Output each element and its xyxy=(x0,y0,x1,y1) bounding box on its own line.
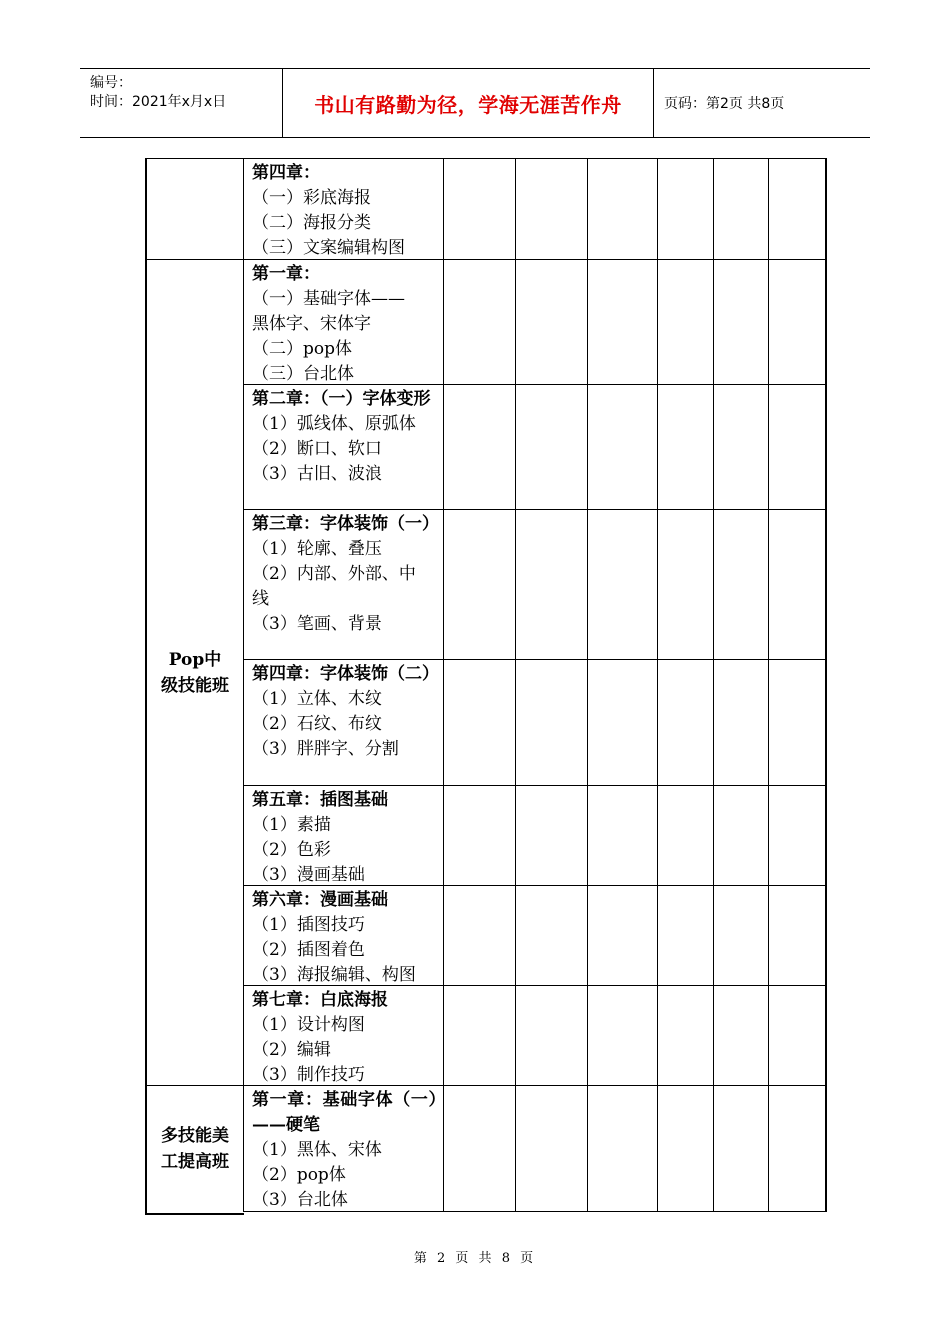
column-divider xyxy=(443,159,444,1212)
chapter-item: （3）制作技巧 xyxy=(252,1065,365,1085)
chapter-item: （三）台北体 xyxy=(252,364,354,384)
chapter-cell xyxy=(245,786,441,885)
row-divider xyxy=(243,1211,825,1212)
chapter-item: （2）内部、外部、中 xyxy=(252,564,416,584)
group-name-line: 多技能美 xyxy=(161,1125,229,1146)
chapter-item: （3）古旧、波浪 xyxy=(252,464,382,484)
chapter-item: （2）编辑 xyxy=(252,1040,331,1060)
chapter-item: （1）素描 xyxy=(252,815,331,835)
table-bottom-left-border xyxy=(145,1213,244,1215)
chapter-cell xyxy=(245,1086,441,1211)
column-divider xyxy=(587,159,588,1212)
chapter-title: 第三章：字体装饰（一） xyxy=(252,514,439,534)
chapter-item: （2）断口、软口 xyxy=(252,439,382,459)
group-name-line: Pop中 xyxy=(168,649,222,670)
group-name-line: 级技能班 xyxy=(161,675,229,696)
column-divider xyxy=(657,159,658,1212)
chapter-cell xyxy=(245,660,441,785)
chapter-item: （2）石纹、布纹 xyxy=(252,714,382,734)
chapter-title: 第一章：基础字体（一）——硬笔 xyxy=(252,1090,437,1135)
chapter-cell xyxy=(245,260,441,384)
header-meta xyxy=(80,69,283,137)
column-divider xyxy=(713,159,714,1212)
group-name-line: 工提高班 xyxy=(161,1151,229,1172)
chapter-item: （3）海报编辑、构图 xyxy=(252,965,416,985)
chapter-item: （1）立体、木纹 xyxy=(252,689,382,709)
chapter-title: 第七章：白底海报 xyxy=(252,990,388,1010)
chapter-item: 线 xyxy=(252,589,269,609)
chapter-item: （3）胖胖字、分割 xyxy=(252,739,399,759)
course-group-name xyxy=(147,260,243,1085)
column-divider xyxy=(768,159,769,1212)
chapter-item: （三）文案编辑构图 xyxy=(252,238,405,258)
page-header xyxy=(80,68,870,138)
chapter-title: 第二章：（一）字体变形 xyxy=(252,389,431,409)
chapter-item: （2）插图着色 xyxy=(252,940,365,960)
chapter-item: （1）轮廓、叠压 xyxy=(252,539,382,559)
chapter-item: 黑体字、宋体字 xyxy=(252,314,371,334)
column-divider xyxy=(515,159,516,1212)
header-page-info: 页码：第2页 共8页 xyxy=(664,96,785,112)
chapter-item: （1）设计构图 xyxy=(252,1015,365,1035)
chapter-title: 第五章：插图基础 xyxy=(252,790,388,810)
chapter-cell xyxy=(245,385,441,509)
chapter-item: （一）彩底海报 xyxy=(252,188,371,208)
course-group-name xyxy=(147,159,243,259)
chapter-item: （二）pop体 xyxy=(252,339,352,359)
chapter-item: （3）笔画、背景 xyxy=(252,614,382,634)
course-table xyxy=(145,158,827,1212)
chapter-item: （一）基础字体—— xyxy=(252,289,405,309)
chapter-item: （1）黑体、宋体 xyxy=(252,1140,382,1160)
chapter-item: （二）海报分类 xyxy=(252,213,371,233)
chapter-title: 第四章： xyxy=(252,163,320,183)
header-motto: 书山有路勤为径，学海无涯苦作舟 xyxy=(283,69,654,137)
page-footer: 第 2 页 共 8 页 xyxy=(413,1251,537,1266)
course-group-name xyxy=(147,1086,243,1211)
chapter-item: （2）pop体 xyxy=(252,1165,346,1185)
chapter-cell xyxy=(245,986,441,1085)
column-divider xyxy=(243,159,244,1212)
document-date: 时间：2021年x月x日 xyxy=(90,94,227,110)
chapter-title: 第一章： xyxy=(252,264,320,284)
document-number: 编号： xyxy=(90,75,132,91)
chapter-title: 第四章：字体装饰（二） xyxy=(252,664,439,684)
chapter-title: 第六章：漫画基础 xyxy=(252,890,388,910)
chapter-item: （1）插图技巧 xyxy=(252,915,365,935)
chapter-item: （3）台北体 xyxy=(252,1190,348,1210)
chapter-cell xyxy=(245,510,441,659)
chapter-item: （3）漫画基础 xyxy=(252,865,365,885)
chapter-item: （2）色彩 xyxy=(252,840,331,860)
chapter-item: （1）弧线体、原弧体 xyxy=(252,414,416,434)
chapter-cell xyxy=(245,159,441,259)
chapter-cell xyxy=(245,886,441,985)
